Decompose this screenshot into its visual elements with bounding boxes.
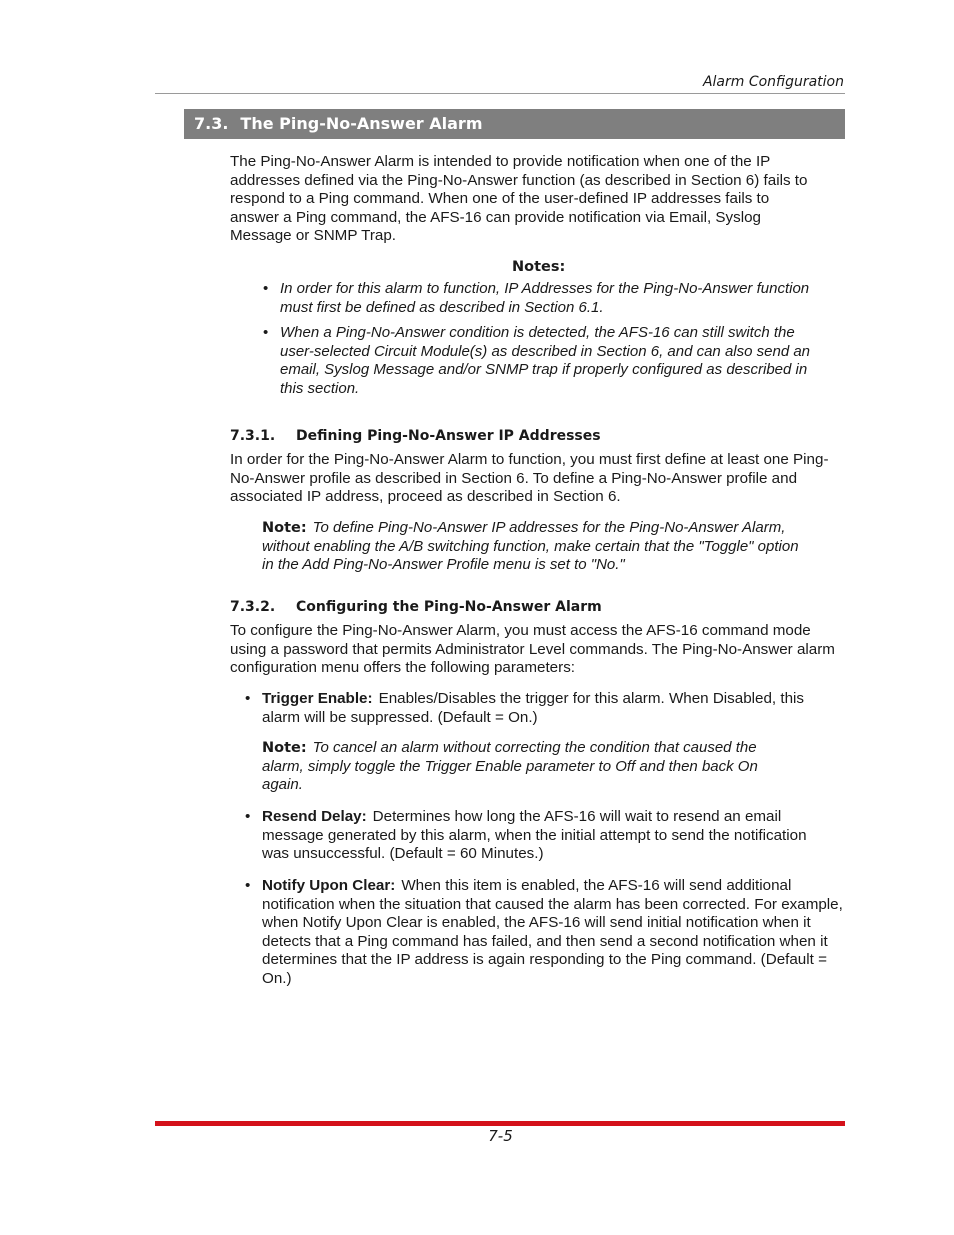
- parameter-item: [245, 690, 832, 727]
- parameter-name: Trigger Enable:: [262, 690, 373, 707]
- subsection-heading: [230, 599, 602, 615]
- note-item: [263, 280, 820, 317]
- bullet-icon: •: [245, 877, 251, 894]
- parameter-name: Resend Delay:: [262, 808, 367, 825]
- note-text: To cancel an alarm without correcting the condition that caused the alarm, simply toggle the Trigger Enable parameter to Off and then back On again.: [262, 739, 758, 794]
- note-item-text: In order for this alarm to function, IP Addresses for the Ping-No-Answer function must first be defined as described in Section 6.1.: [280, 280, 810, 316]
- callout-note: [262, 739, 787, 795]
- bullet-icon: •: [263, 324, 269, 341]
- subsection-body: In order for the Ping-No-Answer Alarm to function, you must first define at least one Ping-No-Answer profile as described in Section 6. To define a Ping-No-Answer profile and associated IP address, proceed as described in Section 6.: [230, 451, 829, 506]
- section-number: 7.3.: [194, 114, 229, 133]
- subsection-body: To configure the Ping-No-Answer Alarm, you must access the AFS-16 command mode using a password that permits Administrator Level commands. The Ping-No-Answer alarm configuration menu offers the following parameters:: [230, 622, 835, 677]
- page-number: 7-5: [488, 1127, 513, 1145]
- running-header: Alarm Configuration: [702, 74, 844, 90]
- parameter-item: [245, 808, 832, 864]
- parameter-description: When this item is enabled, the AFS-16 will send additional notification when the situation that caused the alarm has been corrected. For example, when Notify Upon Clear is enabled, the AFS-16 will send initial notification when it detects that a Ping command has failed, and then send a second notification when it determines that the IP address is again responding to the Ping command. (Default = On.): [262, 877, 843, 987]
- note-label: Note:: [262, 740, 307, 756]
- subsection-number: 7.3.2.: [230, 599, 276, 615]
- section-heading: [184, 109, 845, 139]
- subsection-title: Defining Ping-No-Answer IP Addresses: [296, 428, 601, 444]
- header-rule: [155, 93, 845, 94]
- notes-title: Notes:: [512, 259, 566, 275]
- bullet-icon: •: [263, 280, 269, 297]
- parameter-description: Enables/Disables the trigger for this alarm. When Disabled, this alarm will be suppressed. (Default = On.): [262, 690, 805, 726]
- subsection-heading: [230, 428, 601, 444]
- callout-note: [262, 519, 807, 575]
- parameter-name: Notify Upon Clear:: [262, 877, 396, 894]
- section-title: The Ping-No-Answer Alarm: [240, 114, 483, 133]
- parameter-item: [245, 877, 845, 989]
- parameter-description: Determines how long the AFS-16 will wait to resend an email message generated by this alarm, when the initial attempt to send the notification was unsuccessful. (Default = 60 Minutes.): [262, 808, 807, 863]
- footer-rule: [155, 1121, 845, 1126]
- note-label: Note:: [262, 520, 307, 536]
- bullet-icon: •: [245, 690, 251, 707]
- subsection-number: 7.3.1.: [230, 428, 276, 444]
- bullet-icon: •: [245, 808, 251, 825]
- note-item-text: When a Ping-No-Answer condition is detected, the AFS-16 can still switch the user-selected Circuit Module(s) as described in Section 6, and can also send an email, Syslog Message and/or SNMP trap if properly configured as described in this section.: [280, 324, 811, 397]
- note-item: [263, 324, 820, 398]
- subsection-title: Configuring the Ping-No-Answer Alarm: [296, 599, 602, 615]
- intro-paragraph: The Ping-No-Answer Alarm is intended to provide notification when one of the IP addresses defined via the Ping-No-Answer function (as described in Section 6) fails to respond to a Ping command. When one of the user-defined IP addresses fails to answer a Ping command, the AFS-16 can provide notification via Email, Syslog Message or SNMP Trap.: [230, 153, 808, 245]
- note-text: To define Ping-No-Answer IP addresses for the Ping-No-Answer Alarm, without enabling the A/B switching function, make certain that the "Toggle" option in the Add Ping-No-Answer Profile menu is set to "No.": [262, 519, 799, 574]
